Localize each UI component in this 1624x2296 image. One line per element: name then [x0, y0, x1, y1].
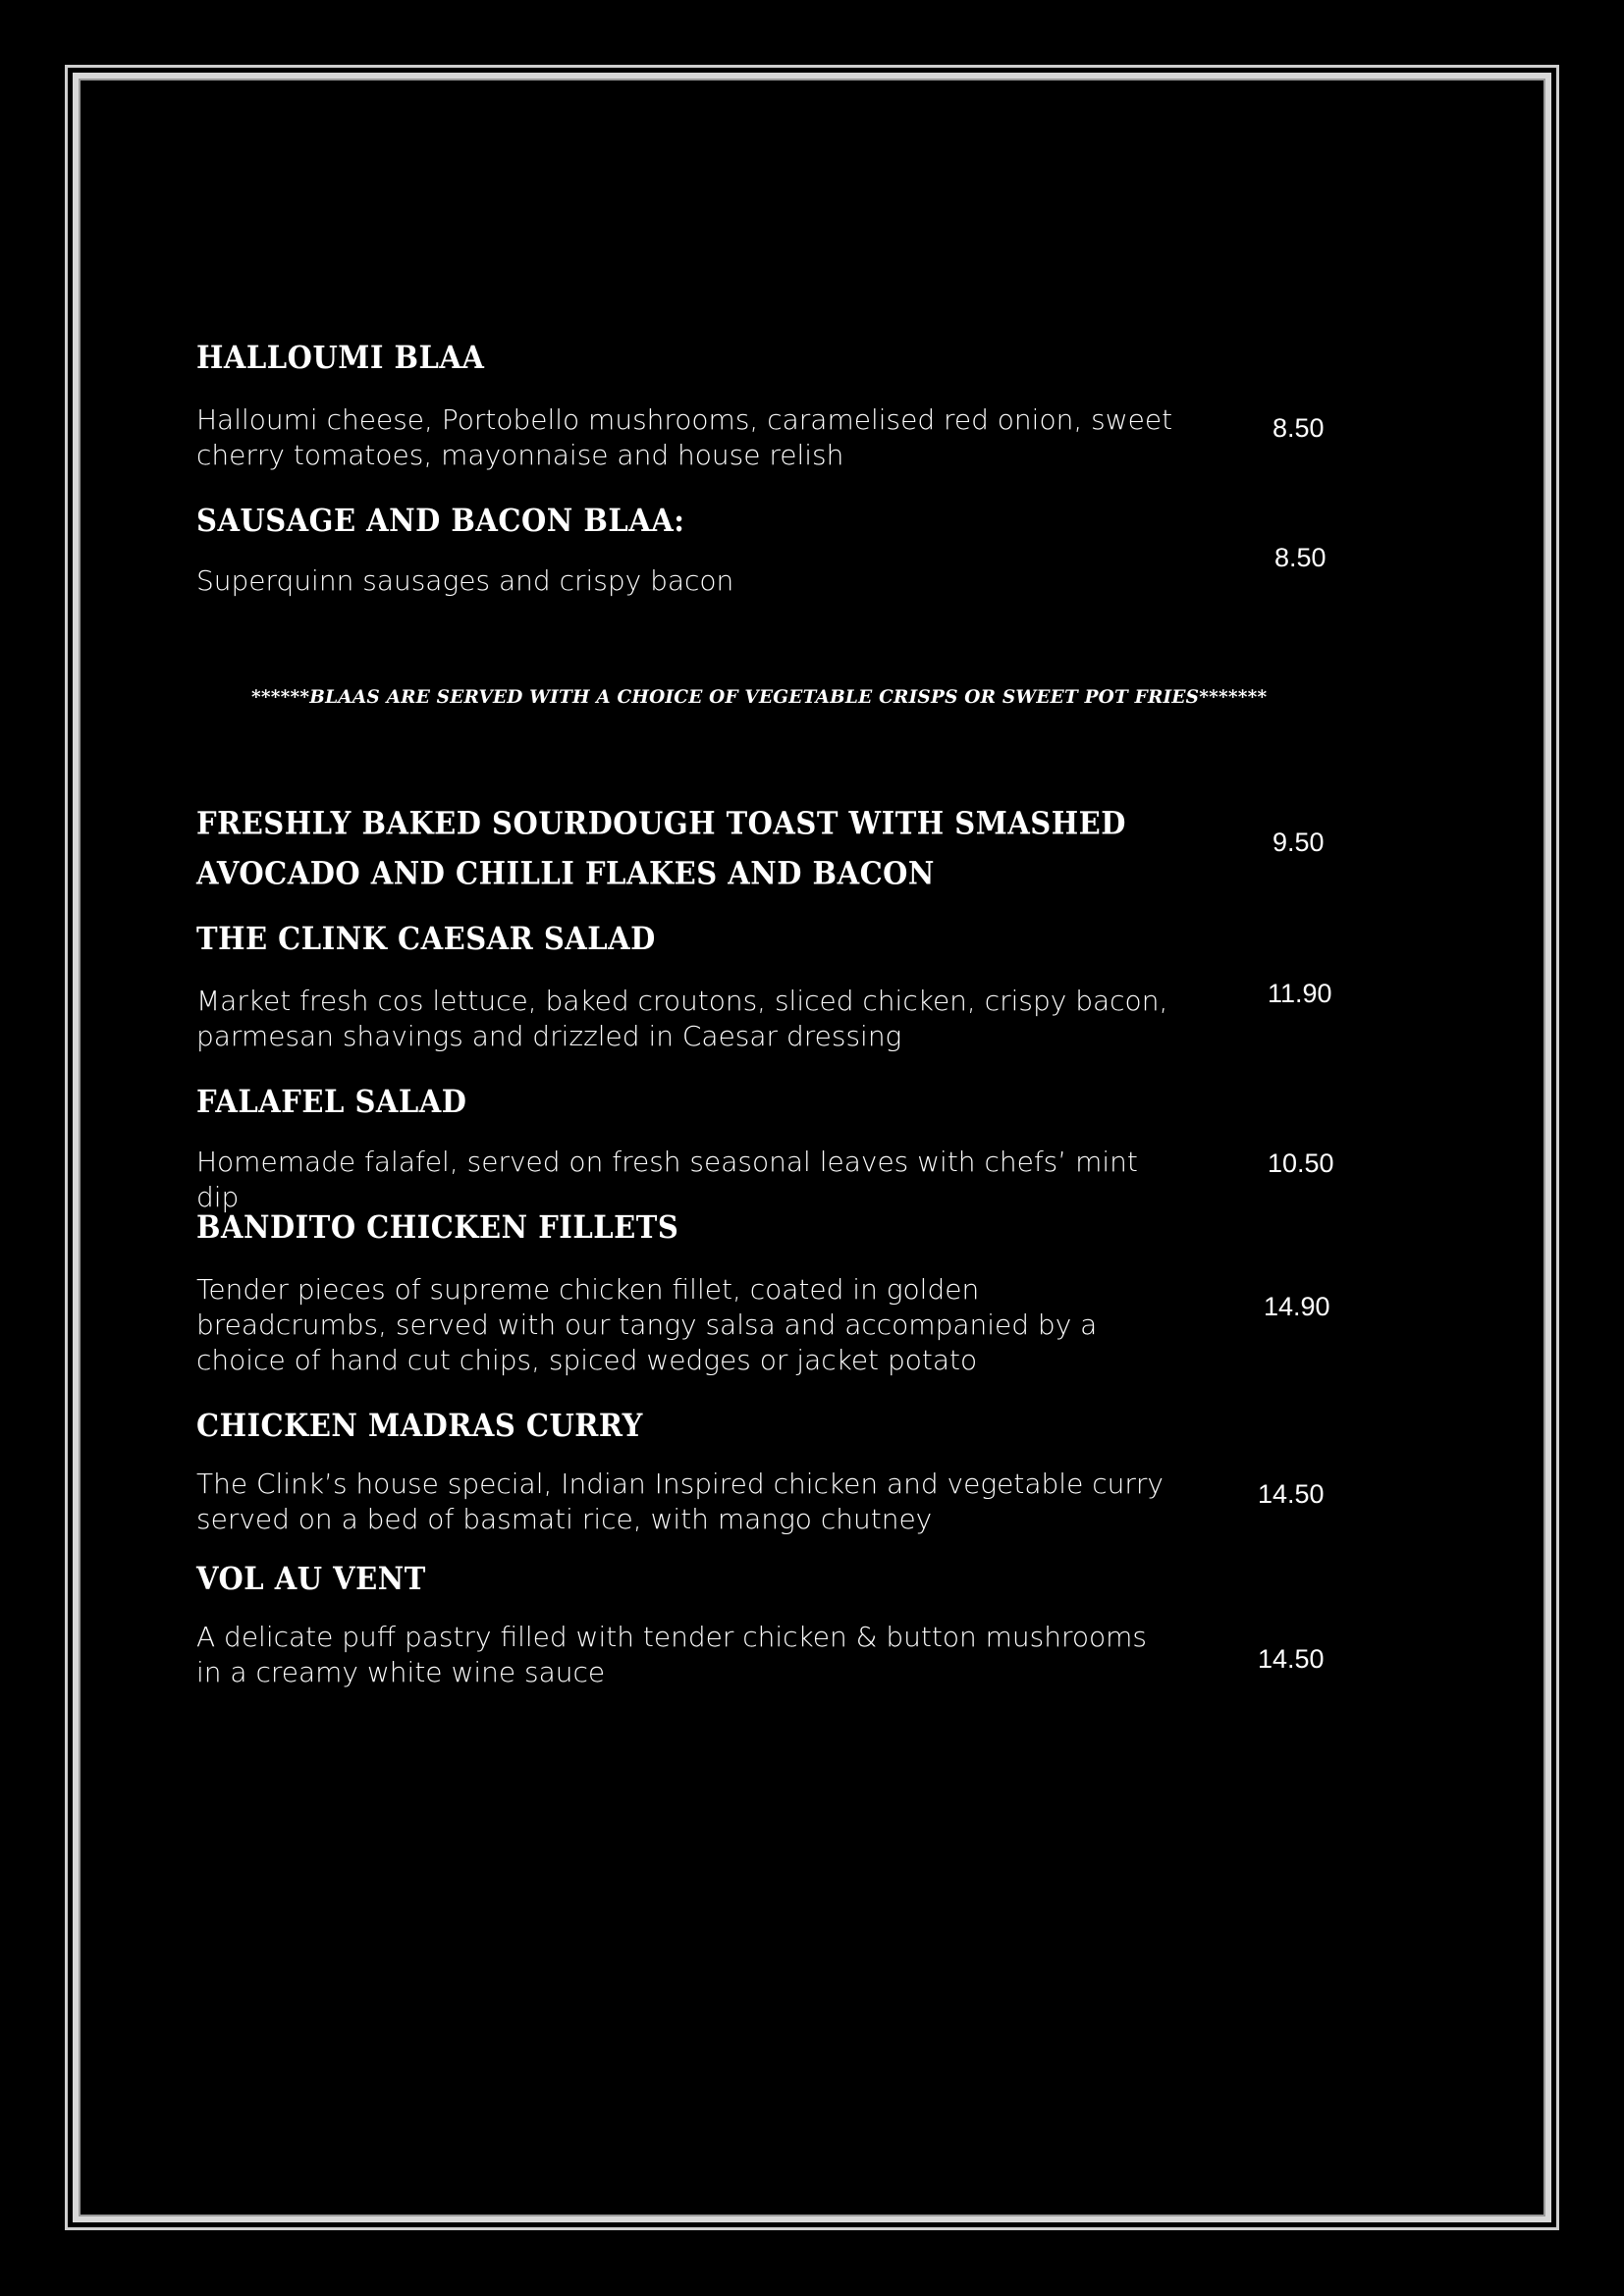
menu-item-price-bandito-chicken: 14.90	[1264, 1292, 1330, 1321]
menu-item-title-sausage-bacon-blaa: SAUSAGE AND BACON BLAA:	[196, 503, 685, 539]
menu-item-description-falafel-salad: Homemade falafel, served on fresh seasonal leaves with chefs’ mint dip	[196, 1146, 1138, 1213]
menu-item-title-caesar-salad: THE CLINK CAESAR SALAD	[196, 921, 656, 957]
menu-item-price-sausage-bacon-blaa: 8.50	[1274, 543, 1326, 572]
menu-item-title-vol-au-vent: VOL AU VENT	[196, 1561, 426, 1597]
menu-item-title-madras-curry: CHICKEN MADRAS CURRY	[196, 1408, 643, 1444]
menu-item-title-bandito-chicken: BANDITO CHICKEN FILLETS	[196, 1209, 679, 1246]
menu-item-price-falafel-salad: 10.50	[1268, 1148, 1334, 1178]
menu-item-description-bandito-chicken: Tender pieces of supreme chicken fillet, coated in golden breadcrumbs, served with our tangy salsa and accompanied by a choice of hand cut chips, spiced wedges or jacket potato	[196, 1273, 1098, 1376]
menu-item-price-sourdough-toast: 9.50	[1272, 828, 1325, 857]
menu-item-title-sourdough-toast: FRESHLY BAKED SOURDOUGH TOAST WITH SMASHED AVOCADO AND CHILLI FLAKES AND BACON	[196, 805, 1126, 891]
menu-item-title-falafel-salad: FALAFEL SALAD	[196, 1084, 467, 1120]
menu-item-price-vol-au-vent: 14.50	[1258, 1644, 1325, 1674]
menu-item-description-madras-curry: The Clink’s house special, Indian Inspired chicken and vegetable curry served on a bed of basmati rice, with mango chutney	[196, 1468, 1164, 1535]
menu-item-price-caesar-salad: 11.90	[1268, 979, 1332, 1008]
menu-item-price-halloumi-blaa: 8.50	[1272, 413, 1325, 443]
menu-item-price-madras-curry: 14.50	[1258, 1479, 1325, 1509]
blaa-serving-note: ******BLAAS ARE SERVED WITH A CHOICE OF VEGETABLE CRISPS OR SWEET POT FRIES*******	[251, 687, 1268, 708]
menu-item-description-vol-au-vent: A delicate puff pastry filled with tender chicken & button mushrooms in a creamy white wine sauce	[196, 1621, 1147, 1688]
menu-item-description-halloumi-blaa: Halloumi cheese, Portobello mushrooms, caramelised red onion, sweet cherry tomatoes, mayonnaise and house relish	[196, 403, 1173, 471]
menu-item-description-caesar-salad: Market fresh cos lettuce, baked croutons, sliced chicken, crispy bacon, parmesan shavings and drizzled in Caesar dressing	[196, 985, 1168, 1052]
menu-item-description-sausage-bacon-blaa: Superquinn sausages and crispy bacon	[196, 564, 734, 597]
menu-item-title-halloumi-blaa: HALLOUMI BLAA	[196, 340, 485, 376]
